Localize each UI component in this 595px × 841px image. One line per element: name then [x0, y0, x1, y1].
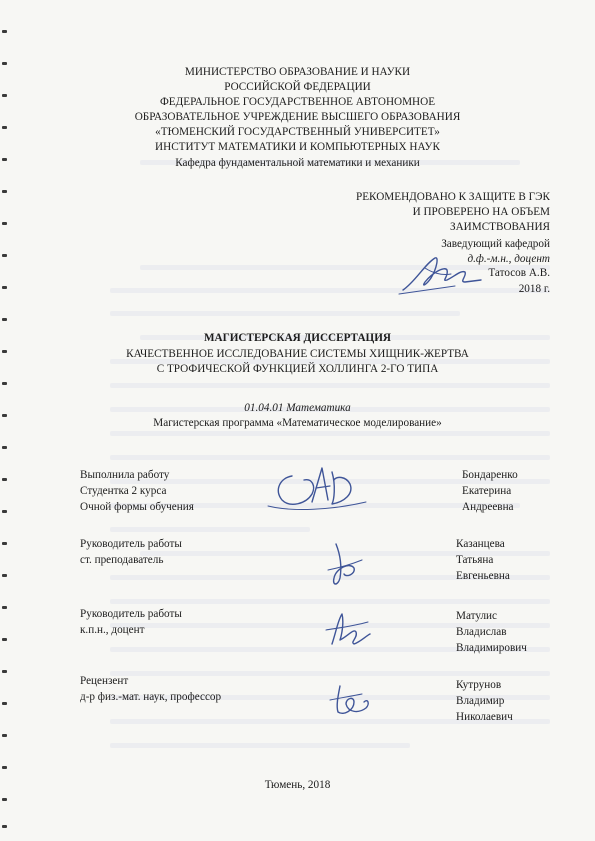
supervisor-1-role-line-2: ст. преподаватель — [80, 554, 164, 566]
place-and-year: Тюмень, 2018 — [264, 779, 331, 791]
ministry-line-1: МИНИСТЕРСТВО ОБРАЗОВАНИЕ И НАУКИ — [184, 66, 411, 78]
supervisor-2-first-name: Владислав — [456, 626, 507, 638]
student-role-line-2: Студентка 2 курса — [80, 485, 167, 497]
supervisor-2-surname: Матулис — [456, 610, 498, 622]
institute-name: ИНСТИТУТ МАТЕМАТИКИ И КОМПЬЮТЕРНЫХ НАУК — [155, 141, 440, 153]
thesis-title-line-2: С ТРОФИЧЕСКОЙ ФУНКЦИЕЙ ХОЛЛИНГА 2-ГО ТИПА — [156, 363, 439, 375]
head-of-department-name: Татосов А.В. — [488, 267, 550, 279]
institution-line-2: ОБРАЗОВАТЕЛЬНОЕ УЧРЕЖДЕНИЕ ВЫСШЕГО ОБРАЗОВАНИЯ — [134, 111, 461, 123]
head-of-department-degree: д.ф.-м.н., доцент — [467, 253, 550, 265]
supervisor-1-role-line-1: Руководитель работы — [80, 538, 182, 550]
student-first-name: Екатерина — [462, 485, 512, 497]
reviewer-signature — [326, 680, 374, 720]
reviewer-role-line-1: Рецензент — [80, 675, 129, 687]
student-role-line-1: Выполнила работу — [80, 469, 170, 481]
student-signature — [262, 458, 372, 518]
head-signature — [395, 252, 485, 298]
university-name: «ТЮМЕНСКИЙ ГОСУДАРСТВЕННЫЙ УНИВЕРСИТЕТ» — [155, 126, 440, 138]
reviewer-patronymic: Николаевич — [456, 711, 513, 723]
supervisor-2-signature — [322, 606, 374, 652]
supervisor-2-role-line-1: Руководитель работы — [80, 608, 182, 620]
student-surname: Бондаренко — [462, 469, 518, 481]
reviewer-first-name: Владимир — [456, 695, 505, 707]
supervisor-2-role-line-2: к.п.н., доцент — [80, 624, 145, 636]
student-role-line-3: Очной формы обучения — [80, 501, 194, 513]
approval-line-2: И ПРОВЕРЕНО НА ОБЪЕМ — [412, 206, 550, 218]
supervisor-1-first-name: Татьяна — [456, 554, 494, 566]
reviewer-role-line-2: д-р физ.-мат. наук, профессор — [80, 691, 222, 703]
ministry-line-2: РОССИЙСКОЙ ФЕДЕРАЦИИ — [224, 81, 371, 93]
supervisor-1-signature — [322, 538, 366, 592]
supervisor-2-patronymic: Владимирович — [456, 642, 527, 654]
institution-line-1: ФЕДЕРАЛЬНОЕ ГОСУДАРСТВЕННОЕ АВТОНОМНОЕ — [159, 96, 436, 108]
approval-year: 2018 г. — [518, 283, 550, 295]
supervisor-1-surname: Казанцева — [456, 538, 505, 550]
student-patronymic: Андреевна — [462, 501, 514, 513]
department-name: Кафедра фундаментальной математики и механики — [175, 157, 420, 169]
head-of-department-title: Заведующий кафедрой — [441, 238, 550, 250]
specialty-code: 01.04.01 Математика — [244, 402, 351, 414]
supervisor-1-patronymic: Евгеньевна — [456, 570, 510, 582]
thesis-title-line-1: КАЧЕСТВЕННОЕ ИССЛЕДОВАНИЕ СИСТЕМЫ ХИЩНИК-ЖЕРТВА — [126, 348, 469, 360]
approval-line-1: РЕКОМЕНДОВАНО К ЗАЩИТЕ В ГЭК — [355, 191, 550, 203]
approval-line-3: ЗАИМСТВОВАНИЯ — [449, 221, 550, 233]
thesis-type: МАГИСТЕРСКАЯ ДИССЕРТАЦИЯ — [203, 332, 392, 344]
reviewer-surname: Кутрунов — [456, 679, 502, 691]
master-program: Магистерская программа «Математическое моделирование» — [153, 417, 442, 429]
